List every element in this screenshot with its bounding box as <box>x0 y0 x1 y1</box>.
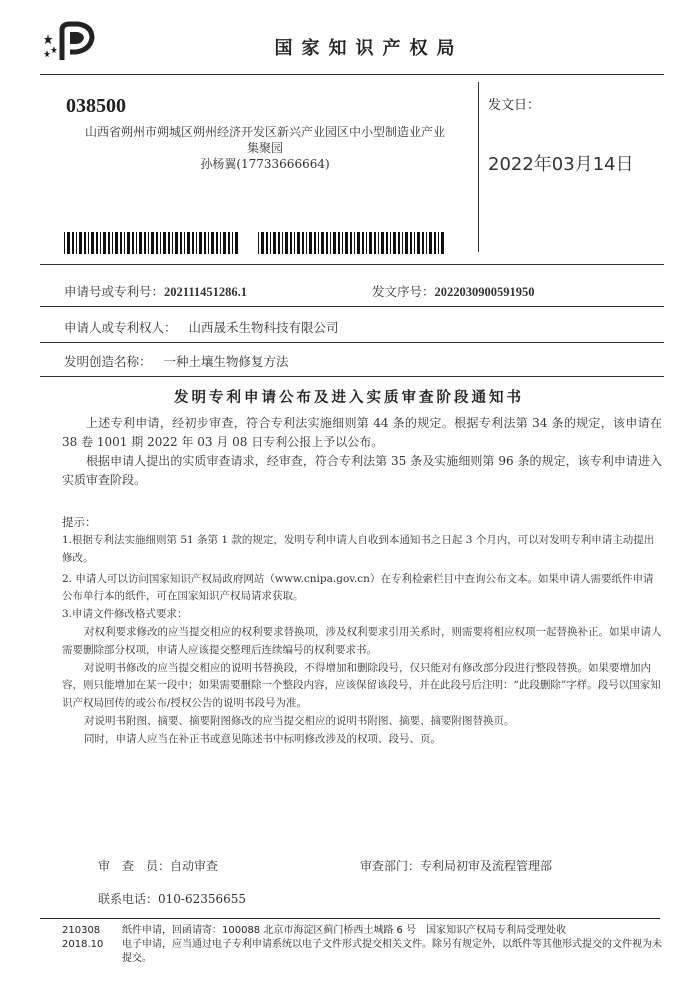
applicant-label: 申请人或专利权人： <box>64 320 177 335</box>
footer-divider <box>40 918 660 919</box>
recipient-address <box>60 124 470 172</box>
phone-number: 010-62356655 <box>158 892 247 906</box>
send-date-label: 发文日： <box>488 98 541 113</box>
app-no-label: 申请号或专利号： <box>64 284 165 299</box>
invention-row <box>64 352 289 370</box>
dept-label: 审查部门： <box>360 859 421 873</box>
address-line1: 山西省朔州市朔城区朔州经济开发区新兴产业园区中小型制造业产业 <box>84 125 445 139</box>
date-divider <box>478 82 479 252</box>
postcode: 038500 <box>66 95 126 117</box>
dept-row <box>360 857 552 874</box>
notice-body <box>62 414 662 490</box>
serial-row <box>372 282 535 300</box>
examiner-row <box>98 857 218 874</box>
phone-label: 联系电话： <box>98 892 159 906</box>
notice-para1: 上述专利申请，经初步审查，符合专利法实施细则第 44 条的规定。根据专利法第 34 条的规定，该申请在 38 卷 1001 期 2022 年 03 月 08 日专利公报上予以公布。 <box>62 416 662 449</box>
examiner-label: 审 查 员： <box>98 859 171 873</box>
app-no: 202111451286.1 <box>164 285 248 299</box>
invention-title: 一种土壤生物修复方法 <box>163 354 289 369</box>
barcode-icon <box>258 232 444 254</box>
footer-notes <box>122 924 670 966</box>
tip-3: 3.申请文件修改格式要求： <box>62 608 188 621</box>
barcode-icon <box>64 232 240 254</box>
tip-6: 对说明书附图、摘要、摘要附图修改的应当提交相应的说明书附图、摘要、摘要附图替换页。 <box>84 714 515 727</box>
footer-line2: 电子申请，应当通过电子专利申请系统以电子文件形式提交相关文件。除另有规定外，以纸件等其他形式提交的文件视为未提交。 <box>122 939 662 964</box>
tips-label: 提示： <box>62 515 97 529</box>
form-code-1: 210308 <box>62 925 101 936</box>
field-divider <box>40 342 664 343</box>
phone-row <box>98 890 246 907</box>
send-date: 2022年03月14日 <box>488 154 634 175</box>
serial-label: 发文序号： <box>372 284 435 299</box>
field-divider <box>40 264 664 265</box>
examiner-name: 自动审查 <box>170 859 219 873</box>
footer-line1: 纸件申请，回函请寄：100088 北京市海淀区蓟门桥西土城路 6 号 国家知识产权局专利局受理处收 <box>122 925 567 936</box>
form-code <box>62 924 103 952</box>
field-divider <box>40 376 664 377</box>
tip-5: 对说明书修改的应当提交相应的说明书替换段，不得增加和删除段号，仅只能对有修改部分段进行整段替换。如果要增加内容，则只能增加在某一段中；如果需要删除一个整段内容，应该保留该段号，并在此段号后注明：“此段删除”字样。段号以国家知识产权局回传的或公布/授权公告的说明书段号为准。 <box>62 661 661 710</box>
tip-1: 1.根据专利法实施细则第 51 条第 1 款的规定，发明专利申请人自收到本通知书之日起 3 个月内，可以对发明专利申请主动提出修改。 <box>62 534 655 564</box>
header-divider <box>40 74 664 75</box>
applicant-name: 山西晟禾生物科技有限公司 <box>188 320 339 335</box>
notice-para2: 根据申请人提出的实质审查请求，经审查，符合专利法第 35 条及实施细则第 96 条的规定，该专利申请进入实质审查阶段。 <box>62 454 662 487</box>
invention-label: 发明创造名称： <box>64 354 152 369</box>
applicant-row <box>64 318 339 336</box>
tips-body <box>62 532 662 749</box>
dept-name: 专利局初审及流程管理部 <box>420 859 553 873</box>
org-title: 国家知识产权局 <box>274 38 464 59</box>
recipient-contact: 孙杨翼(17733666664) <box>200 157 330 171</box>
tip-4: 对权利要求修改的应当提交相应的权利要求替换项，涉及权利要求引用关系时，则需要将相应权项一起替换补正。如果申请人需要删除部分权项，申请人应该提交整理后连续编号的权利要求书。 <box>62 625 662 656</box>
form-code-2: 2018.10 <box>62 939 104 950</box>
notice-title: 发明专利申请公布及进入实质审查阶段通知书 <box>174 390 524 406</box>
app-no-row <box>64 282 247 300</box>
tip-7: 同时，申请人应当在补正书或意见陈述书中标明修改涉及的权项、段号、页。 <box>84 732 441 745</box>
field-divider <box>40 306 664 307</box>
tip-2: 2. 申请人可以访问国家知识产权局政府网站（www.cnipa.gov.cn）在专利检索栏目中查询公布文本。如果申请人需要纸件申请公布单行本的纸件，可在国家知识产权局请求获取。 <box>62 572 654 603</box>
serial-no: 2022030900591950 <box>434 285 535 299</box>
address-line2: 集聚园 <box>246 141 283 155</box>
